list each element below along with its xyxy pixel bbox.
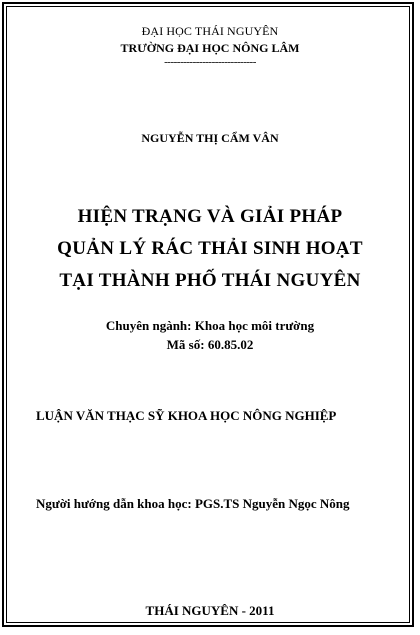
page-border-inner <box>6 6 410 623</box>
place-and-year: THÁI NGUYÊN - 2011 <box>145 603 275 618</box>
thesis-title-line-3: TẠI THÀNH PHỐ THÁI NGUYÊN <box>59 270 361 291</box>
thesis-title-line-2: QUẢN LÝ RÁC THẢI SINH HOẠT <box>57 238 363 259</box>
degree-type: LUẬN VĂN THẠC SỸ KHOA HỌC NÔNG NGHIỆP <box>36 408 337 423</box>
advisor-info: Người hướng dẫn khoa học: PGS.TS Nguyễn Ngọc Nông <box>36 496 350 511</box>
major-code: Mã số: 60.85.02 <box>166 337 254 352</box>
thesis-title-line-1: HIỆN TRẠNG VÀ GIẢI PHÁP <box>77 206 343 227</box>
faculty-name: TRƯỜNG ĐẠI HỌC NÔNG LÂM <box>120 41 300 55</box>
university-name: ĐẠI HỌC THÁI NGUYÊN <box>141 24 279 38</box>
major-label: Chuyên ngành: Khoa học môi trường <box>105 318 315 333</box>
author-name: NGUYỄN THỊ CẨM VÂN <box>141 131 279 145</box>
header-divider: ----------------------------- <box>164 56 256 68</box>
